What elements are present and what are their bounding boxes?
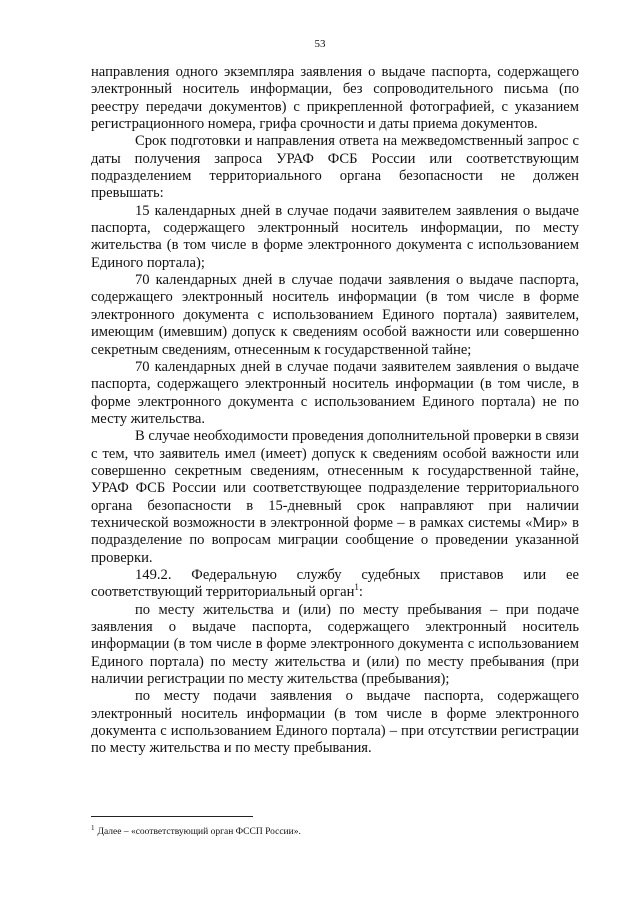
footnote-text: Далее – «соответствующий орган ФССП России». [97,827,301,837]
paragraph-8: по месту жительства и (или) по месту пребывания – при подаче заявления о выдаче паспорта, содержащего электронный носитель информации (в том числе в форме электронного документа с использованием Единого портала) по месту жительства и (или) по месту пребывания (при наличии регистрации по месту жительства (пребывания); [91,601,579,688]
footnote [91,823,579,838]
paragraph-7-text: 149.2. Федеральную службу судебных приставов или ее соответствующий территориальный орган [91,566,579,601]
paragraph-6: В случае необходимости проведения дополнительной проверки в связи с тем, что заявитель имел (имеет) допуск к сведениям особой важности или совершенно секретным сведениям, отнесенным к государственной тайне, УРАФ ФСБ России или соответствующее подразделение территориального органа безопасности в 15-дневный срок направляют при наличии технической возможности в электронной форме – в рамках системы «Мир» в подразделение по вопросам миграции сообщение о проведении указанной проверки. [91,428,579,566]
paragraph-9: по месту подачи заявления о выдаче паспорта, содержащего электронный носитель информации (в том числе в форме электронного документа с использованием Единого портала) – при отсутствии регистрации по месту жительства и по месту пребывания. [91,688,579,757]
paragraph-4: 70 календарных дней в случае подачи заявления о выдаче паспорта, содержащего электронный носитель информации (в том числе в форме электронного документа с использованием Единого портала) заявителем, имеющим (имевшим) допуск к сведениям особой важности или совершенно секретным сведениям, отнесенным к государственной тайне; [91,272,579,358]
paragraph-5: 70 календарных дней в случае подачи заявителем заявления о выдаче паспорта, содержащего электронный носитель информации (в том числе, в форме электронного документа с использованием Единого портала) не по месту жительства. [91,358,579,427]
paragraph-3: 15 календарных дней в случае подачи заявителем заявления о выдаче паспорта, содержащего электронный носитель информации, по месту жительства (в том числе в форме электронного документа с использованием Единого портала); [91,202,579,271]
paragraph-2: Срок подготовки и направления ответа на межведомственный запрос с даты получения запроса УРАФ ФСБ России или соответствующим подразделением территориального органа безопасности не должен превышать: [91,133,579,202]
paragraph-7-colon: : [358,584,363,601]
page-number: 53 [314,38,326,50]
paragraph-1: направления одного экземпляра заявления о выдаче паспорта, содержащего электронный носитель информации, без сопроводительного письма (по реестру передачи документов) с прикрепленной фотографией, с указанием регистрационного номера, грифа срочности и даты приема документов. [91,64,579,133]
document-body [91,64,579,758]
footnote-mark: 1 [91,823,95,832]
footnote-reference: 1 [354,582,359,593]
paragraph-7 [91,567,579,602]
footnote-separator [91,816,253,817]
